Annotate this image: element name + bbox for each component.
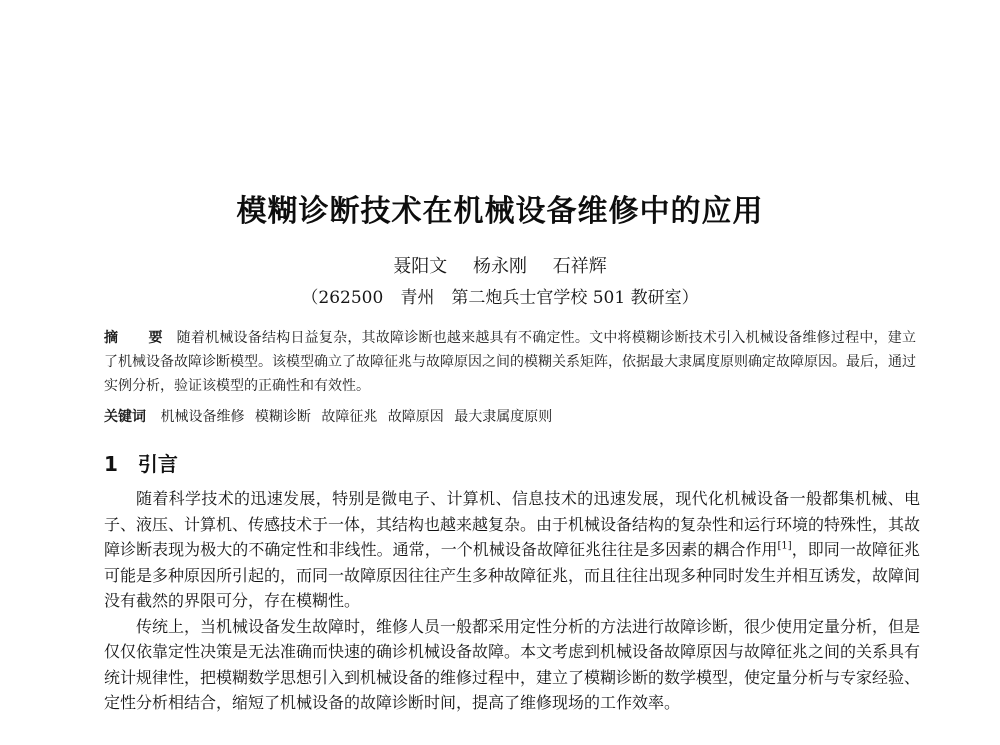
paper-title: 模糊诊断技术在机械设备维修中的应用 bbox=[236, 194, 764, 229]
affiliation: （262500 青州 第二炮兵士官学校 501 教研室） bbox=[301, 288, 699, 308]
author-name: 杨永刚 bbox=[473, 256, 527, 277]
abstract-text: 随着机械设备结构日益复杂，其故障诊断也越来越具有不确定性。文中将模糊诊断技术引入机械设备维修过程中，建立了机械设备故障诊断模型。该模型确立了故障征兆与故障原因之间的模糊关系矩阵，依据最大隶属度原则确定故障原因。最后，通过实例分析，验证该模型的正确性和有效性。 bbox=[104, 330, 917, 394]
keyword: 故障征兆 bbox=[321, 409, 378, 425]
paragraph bbox=[104, 486, 920, 614]
paragraph: 传统上，当机械设备发生故障时，维修人员一般都采用定性分析的方法进行故障诊断，很少使用定量分析，但是仅仅依靠定性决策是无法准确而快速的确诊机械设备故障。本文考虑到机械设备故障原因与故障征兆之间的关系具有统计规律性，把模糊数学思想引入到机械设备的维修过程中，建立了模糊诊断的数学模型，使定量分析与专家经验、定性分析相结合，缩短了机械设备的故障诊断时间，提高了维修现场的工作效率。 bbox=[104, 616, 921, 712]
keyword: 最大隶属度原则 bbox=[454, 409, 553, 425]
keywords-label: 关键词 bbox=[104, 409, 146, 425]
keywords bbox=[104, 405, 916, 429]
citation-ref[interactable]: [1] bbox=[777, 540, 792, 552]
keyword: 模糊诊断 bbox=[254, 409, 311, 425]
section-title: 引言 bbox=[137, 452, 178, 476]
abstract bbox=[104, 326, 916, 398]
author-name: 聂阳文 bbox=[393, 256, 448, 277]
keyword: 故障原因 bbox=[387, 409, 444, 425]
section-number: 1 bbox=[104, 452, 118, 476]
section-heading bbox=[104, 448, 178, 477]
paragraph-text: ，即同一故障征兆可能是多种原因所引起的，而同一故障原因往往产生多种故障征兆，而且往往出现多种同时发生并相互诱发，故障间没有截然的界限可分，存在模糊性。 bbox=[104, 540, 921, 610]
abstract-label: 摘 要 bbox=[104, 330, 171, 346]
body-text bbox=[104, 486, 920, 716]
paragraph-text: 随着科学技术的迅速发展，特别是微电子、计算机、信息技术的迅速发展，现代化机械设备一般都集机械、电子、液压、计算机、传感技术于一体，其结构也越来越复杂。由于机械设备结构的复杂性和运行环境的特殊性，其故障诊断表现为极大的不确定性和非线性。通常，一个机械设备故障征兆往往是多因素的耦合作用 bbox=[104, 489, 921, 559]
author-name: 石祥辉 bbox=[552, 256, 607, 277]
keyword: 机械设备维修 bbox=[160, 409, 245, 425]
author-list bbox=[0, 252, 1000, 278]
